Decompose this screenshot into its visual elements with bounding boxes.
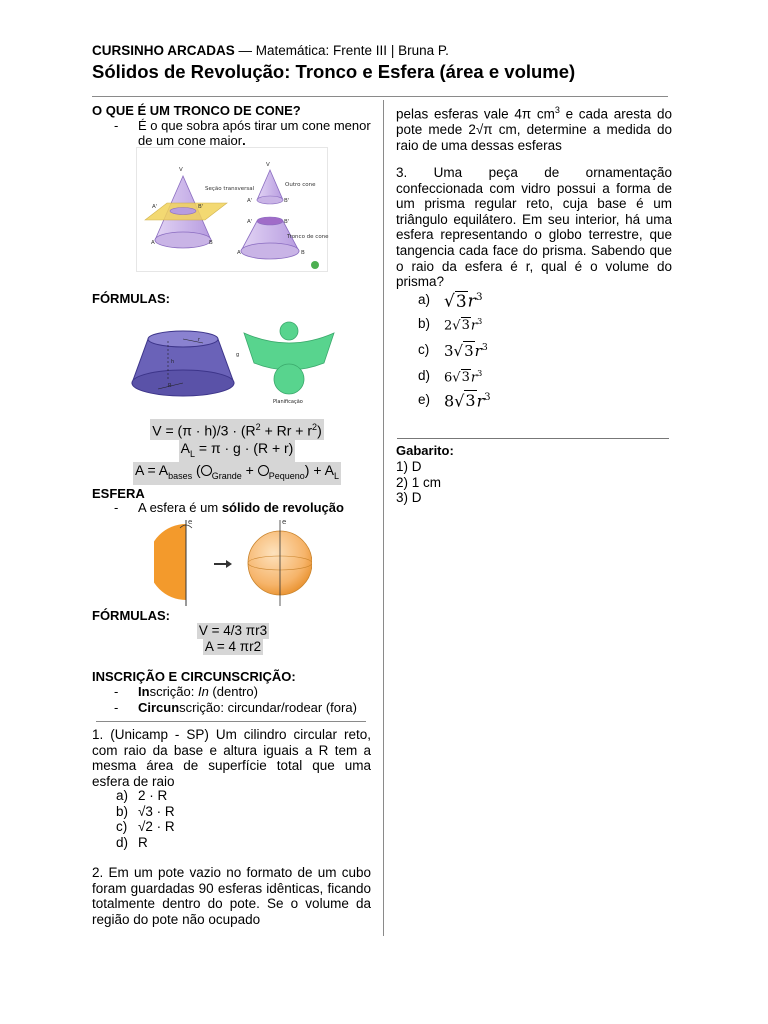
label-v1: V: [179, 167, 183, 173]
header-subtitle: — Matemática: Frente III | Bruna P.: [234, 43, 449, 58]
label-ap2b: A': [247, 219, 253, 225]
esfera-def-bold: sólido de revolução: [221, 500, 344, 515]
label-v2: V: [266, 162, 270, 168]
q3-radicand: 3: [464, 342, 474, 360]
label-b1: B: [209, 240, 213, 246]
gabarito-title: Gabarito:: [396, 443, 454, 458]
q3-option-b[interactable]: [418, 314, 482, 334]
sphere-area-formula: A = 4 πr2: [204, 639, 262, 654]
q3-radicand: 3: [461, 318, 470, 334]
q3-radicand: 3: [465, 391, 476, 411]
publisher-logo: [311, 261, 319, 269]
circle-icon: [258, 465, 269, 476]
fa-sub1: bases: [168, 471, 193, 482]
q2-cont-b: e cada aresta do pote mede 2√π cm, determine a medida do raio de uma dessas esferas: [396, 106, 672, 153]
label-a2: A: [237, 250, 241, 256]
q3-radicand: 3: [461, 370, 470, 386]
left-separator: [96, 721, 366, 722]
column-divider: [383, 100, 384, 936]
question-2-continued: [396, 103, 672, 153]
fa-sub2: Grande: [211, 471, 242, 482]
label-e1: e: [188, 518, 193, 526]
q3-coef: 6: [444, 370, 453, 386]
label-bp2b: B': [284, 219, 290, 225]
sqrt-icon: √: [452, 370, 461, 386]
cross-section: [170, 208, 196, 215]
q3-option-label: b): [418, 316, 431, 332]
tronco-def-line2: de um cone maior: [138, 132, 243, 148]
q1-option-label: c): [116, 819, 128, 835]
header-course: [92, 43, 449, 59]
q3-exponent: 3: [484, 392, 491, 403]
q3-coef: 3: [444, 342, 454, 360]
gabarito-list: [396, 459, 441, 506]
q3-variable: r: [476, 391, 485, 411]
q1-option-label: a): [116, 788, 129, 803]
sphere-volume-formula: V = 4/3 πr3: [198, 623, 268, 638]
q1-option-d[interactable]: [116, 835, 316, 851]
q3-variable: r: [467, 291, 476, 312]
fa-mid: (: [192, 462, 201, 479]
small-cone: [257, 170, 283, 200]
fv-end: ): [317, 422, 322, 439]
arrow-head-icon: [226, 560, 232, 568]
q2-cont-a: pelas esferas vale 4π cm: [396, 106, 555, 122]
circle-icon: [201, 465, 212, 476]
q1-option-c[interactable]: [116, 819, 316, 835]
cone-sections-diagram: [137, 148, 329, 273]
fa-a: A = A: [135, 462, 169, 479]
q1-option-label: d): [116, 834, 129, 850]
label-ap1: A': [152, 204, 158, 210]
label-h: h: [171, 359, 175, 365]
q3-radicand: 3: [455, 291, 467, 312]
tronco-definition: - É o que sobra após tirar um cone menor de um cone maior.: [114, 118, 371, 148]
cone-base-left: [155, 232, 211, 248]
q3-option-label: a): [418, 292, 431, 308]
sqrt-icon: √: [452, 318, 461, 334]
q1-option-a[interactable]: [116, 788, 316, 804]
q3-option-expression: [444, 314, 482, 334]
label-R: R: [168, 383, 172, 389]
frustum-net-diagram: [118, 309, 346, 415]
q1-option-text: 2 · R: [138, 788, 168, 803]
q3-coef: 8: [444, 391, 455, 411]
insc-end: (dentro): [208, 684, 258, 699]
q3-option-c[interactable]: [418, 340, 488, 360]
q3-coef: 2: [444, 318, 453, 334]
page-title: Sólidos de Revolução: Tronco e Esfera (área e volume): [92, 61, 576, 82]
insc-italic: In: [197, 684, 209, 699]
small-cone-base: [257, 196, 283, 204]
label-secao: Seção transversal: [205, 186, 255, 192]
label-b2: B: [301, 250, 305, 256]
section-title-formulas: FÓRMULAS:: [92, 291, 170, 306]
q3-option-label: e): [418, 391, 431, 407]
fal-sub: L: [189, 448, 195, 459]
net-top-circle: [280, 322, 298, 340]
school-name: CURSINHO ARCADAS: [92, 43, 235, 58]
fal-rest: = π · g · (R + r): [195, 439, 294, 456]
fv-sup2: 2: [312, 422, 318, 432]
cone-sections-figure: [136, 147, 328, 272]
question-1-options: [116, 788, 316, 850]
frustum-net-figure: [118, 309, 346, 415]
gabarito-item: 3) D: [396, 490, 422, 505]
q3-variable: r: [474, 342, 482, 360]
q3-option-expression: [444, 366, 482, 386]
fv-mid: + Rr + r: [260, 422, 313, 439]
q3-option-e[interactable]: [418, 390, 491, 409]
q1-option-text: √3 · R: [138, 803, 175, 819]
gabarito-item: 1) D: [396, 459, 422, 474]
sphere-formulas: [92, 623, 374, 655]
inscricao-list: - Inscrição: In (dentro) - Circunscrição: circundar/rodear (fora): [114, 684, 357, 715]
q2-cont-sup: 3: [554, 105, 560, 115]
q3-option-expression: [444, 340, 488, 360]
q3-option-label: c): [418, 342, 430, 357]
circ-bold: Circun: [138, 699, 180, 715]
q3-option-expression: [444, 290, 483, 310]
label-ap2: A': [247, 198, 253, 204]
label-outro: Outro cone: [285, 182, 316, 188]
question-1: 1. (Unicamp - SP) Um cilindro circular reto, com raio da base e altura iguais a R tem a mesma área de superfície total que uma esfera de raio: [92, 727, 371, 789]
formula-volume: [150, 419, 323, 440]
formula-lateral-area: [179, 440, 296, 463]
fv-sup1: 2: [255, 422, 261, 432]
circ-rest: scrição: circundar/rodear (fora): [179, 699, 357, 715]
q3-exponent: 3: [477, 369, 483, 378]
fa-end: ) + A: [304, 462, 334, 479]
q3-option-a[interactable]: [418, 290, 483, 310]
top-divider: [92, 96, 668, 97]
gabarito-item: 2) 1 cm: [396, 474, 442, 490]
fal-a: A: [180, 439, 190, 456]
fv-a: V = (π · h)/3 · (R: [152, 422, 256, 439]
q1-option-b[interactable]: [116, 804, 316, 820]
q3-exponent: 3: [477, 317, 483, 326]
q1-option-label: b): [116, 803, 129, 819]
q3-option-label: d): [418, 368, 431, 384]
sphere-revolution-diagram: [154, 516, 312, 608]
insc-bold: In: [138, 684, 150, 699]
frustum-formulas: [92, 419, 382, 485]
sphere-revolution-figure: [154, 516, 312, 608]
sqrt-icon: √: [444, 291, 455, 312]
question-2: 2. Em um pote vazio no formato de um cubo foram guardadas 90 esferas idênticas, ficando totalmente dentro do pote. Se o volume da região do pote não ocupado: [92, 865, 371, 927]
sqrt-icon: √: [453, 342, 464, 360]
label-e2: e: [282, 518, 287, 526]
q3-variable: r: [470, 370, 478, 386]
fa-sub4: L: [333, 471, 339, 482]
q3-option-expression: [444, 390, 491, 409]
q3-option-d[interactable]: [418, 366, 482, 386]
label-r: r: [198, 337, 201, 343]
esfera-def-pre: A esfera é um: [138, 500, 222, 515]
label-a1: A: [151, 240, 155, 246]
q3-variable: r: [470, 318, 478, 334]
esfera-definition: - A esfera é um sólido de revolução: [114, 500, 344, 515]
net-base-circle: [274, 364, 304, 394]
section-title-tronco: O QUE É UM TRONCO DE CONE?: [92, 103, 301, 118]
gabarito-separator: [397, 438, 669, 439]
tronco-def-line1: É o que sobra após tirar um cone menor: [138, 118, 371, 133]
section-title-esfera: ESFERA: [92, 486, 145, 501]
q3-exponent: 3: [481, 342, 488, 353]
fa-sub3: Pequeno: [268, 471, 305, 482]
half-disc: [154, 524, 186, 600]
frustum-top: [257, 217, 283, 225]
frustum-base: [241, 243, 299, 259]
q3-exponent: 3: [475, 291, 483, 303]
label-bp2: B': [284, 198, 290, 204]
insc-rest: scrição:: [149, 684, 198, 699]
label-planificacao: Planificação: [273, 399, 303, 405]
tronco-def-period: .: [242, 132, 246, 148]
section-title-inscricao: INSCRIÇÃO E CIRCUNSCRIÇÃO:: [92, 669, 296, 684]
formula-total-area: [133, 462, 341, 485]
label-tronco: Tronco de cone: [287, 234, 329, 240]
section-title-formulas-esfera: FÓRMULAS:: [92, 608, 170, 623]
sqrt-icon: √: [454, 391, 465, 411]
q1-option-text: R: [138, 834, 148, 850]
q1-option-text: √2 · R: [138, 819, 175, 835]
question-3: 3. Uma peça de ornamentação confeccionada com vidro possui a forma de um prisma regular reto, cuja base é um triângulo equilátero. Em seu interior, há uma esfera representando o globo terrestre, que tangencia cada face do prisma. Sabendo que o raio da esfera é r, qual é o volume do prisma?: [396, 165, 672, 290]
fa-plus: +: [241, 462, 258, 479]
label-g: g: [236, 352, 240, 358]
label-bp1: B': [198, 204, 204, 210]
